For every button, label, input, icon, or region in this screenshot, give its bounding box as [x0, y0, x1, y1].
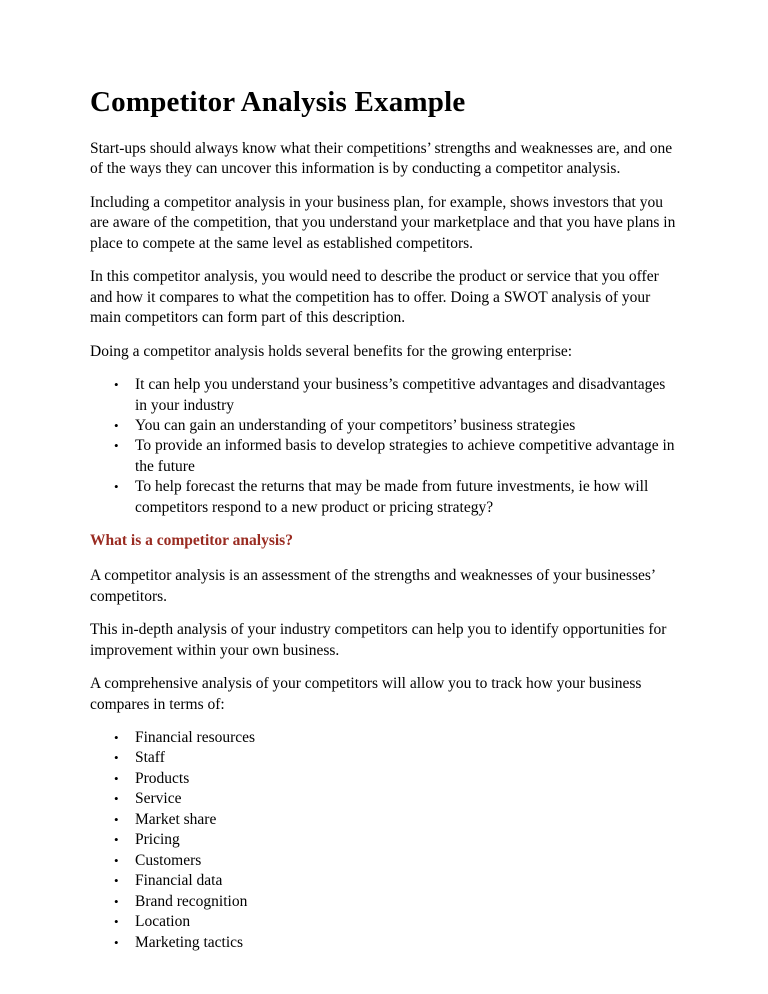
list-item: • Financial resources [135, 728, 678, 748]
list-item: • Customers [135, 851, 678, 871]
compare-terms-list [90, 728, 678, 953]
list-item: • Market share [135, 810, 678, 830]
list-item: • You can gain an understanding of your competitors’ business strategies [135, 416, 678, 436]
list-item: • Financial data [135, 871, 678, 891]
intro-paragraph-4: Doing a competitor analysis holds several benefits for the growing enterprise: [90, 342, 573, 360]
list-item: • Marketing tactics [135, 933, 678, 953]
document-title: Competitor Analysis Example [90, 86, 466, 118]
list-item: • It can help you understand your business’s competitive advantages and disadvantages in your industry [135, 375, 678, 416]
intro-paragraph-1: Start-ups should always know what their competitions’ strengths and weaknesses are, and one of the ways they can uncover this information is by conducting a competitor analysis. [90, 140, 673, 178]
section-heading: What is a competitor analysis? [90, 532, 293, 550]
list-item: • Pricing [135, 830, 678, 850]
list-item: • Brand recognition [135, 892, 678, 912]
intro-paragraph-2: Including a competitor analysis in your business plan, for example, shows investors that you are aware of the competition, that you understand your marketplace and that you have plans in place to compete at the same level as established competitors. [90, 193, 676, 252]
list-item: • Service [135, 789, 678, 809]
list-item: • Products [135, 769, 678, 789]
section-paragraph-2: This in-depth analysis of your industry competitors can help you to identify opportunities for improvement within your own business. [90, 621, 667, 659]
list-item: • Staff [135, 748, 678, 768]
intro-paragraph-3: In this competitor analysis, you would need to describe the product or service that you offer and how it compares to what the competition has to offer. Doing a SWOT analysis of your main competitors can form part of this description. [90, 268, 659, 327]
benefits-list [90, 375, 678, 518]
section-paragraph-1: A competitor analysis is an assessment of the strengths and weaknesses of your businesses’ competitors. [90, 567, 655, 605]
list-item: • To provide an informed basis to develop strategies to achieve competitive advantage in the future [135, 436, 678, 477]
list-item: • To help forecast the returns that may be made from future investments, ie how will competitors respond to a new product or pricing strategy? [135, 477, 678, 518]
section-paragraph-3: A comprehensive analysis of your competitors will allow you to track how your business compares in terms of: [90, 675, 642, 713]
list-item: • Location [135, 912, 678, 932]
